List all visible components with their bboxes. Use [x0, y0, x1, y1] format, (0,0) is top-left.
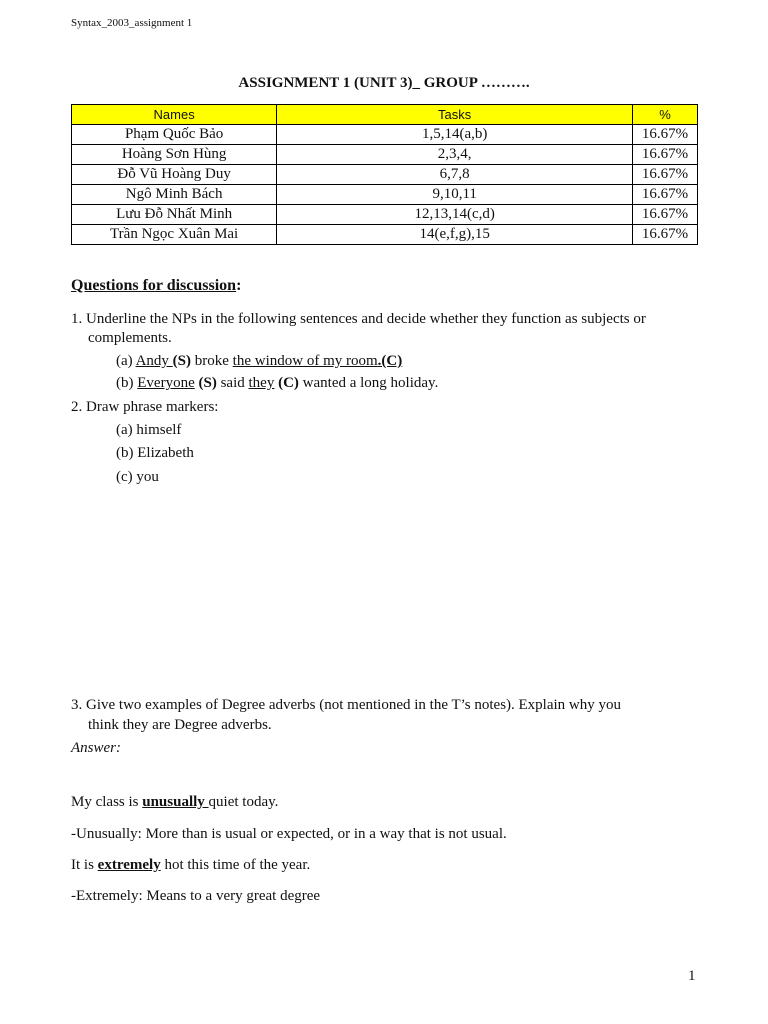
- np-underlined: Andy: [135, 353, 173, 369]
- np-underlined: Everyone: [137, 375, 195, 391]
- np-underlined: they: [248, 375, 275, 391]
- cell-percent: 16.67%: [633, 225, 698, 245]
- definition-1: -Unusually: More than is usual or expected, or in a way that is not usual.: [71, 826, 507, 842]
- example-text: hot this time of the year.: [160, 857, 311, 873]
- complement-marker: (C): [278, 375, 299, 391]
- cell-name: Ngô Minh Bách: [72, 185, 277, 205]
- cell-tasks: 1,5,14(a,b): [277, 125, 633, 145]
- cell-percent: 16.67%: [633, 165, 698, 185]
- definition-2: -Extremely: Means to a very great degree: [71, 888, 321, 904]
- cell-percent: 16.67%: [633, 205, 698, 225]
- subject-marker: (S): [172, 353, 192, 369]
- col-percent: %: [633, 105, 698, 125]
- col-names: Names: [72, 105, 277, 125]
- table-row: [72, 165, 698, 185]
- section-heading-text: Questions for discussion: [71, 277, 237, 294]
- cell-percent: 16.67%: [633, 185, 698, 205]
- cell-tasks: 14(e,f,g),15: [277, 225, 633, 245]
- q1-item-a: [116, 352, 402, 371]
- cell-tasks: 2,3,4,: [277, 145, 633, 165]
- example-text: quiet today.: [208, 794, 279, 810]
- page-header: Syntax_2003_assignment 1: [71, 17, 193, 29]
- adverb-highlight: extremely: [97, 857, 161, 873]
- q2-item: (a) himself: [116, 422, 182, 438]
- table-row: [72, 145, 698, 165]
- q2-item: (b) Elizabeth: [116, 445, 194, 461]
- q1-item-b: [116, 374, 438, 393]
- table-row: [72, 185, 698, 205]
- answer-label: Answer:: [71, 740, 121, 756]
- cell-percent: 16.67%: [633, 125, 698, 145]
- complement-marker: .(C): [377, 353, 403, 369]
- cell-name: Lưu Đỗ Nhất Minh: [72, 205, 277, 225]
- cell-tasks: 9,10,11: [277, 185, 633, 205]
- adverb-highlight: unusually: [142, 794, 209, 810]
- item-prefix: (a): [116, 353, 136, 369]
- section-heading-colon: :: [236, 277, 242, 294]
- cell-name: Đỗ Vũ Hoàng Duy: [72, 165, 277, 185]
- assignment-title: ASSIGNMENT 1 (UNIT 3)_ GROUP ……….: [238, 75, 530, 91]
- np-underlined: the window of my room: [232, 353, 378, 369]
- cell-percent: 16.67%: [633, 145, 698, 165]
- verb-text: said: [216, 375, 249, 391]
- sentence-end: wanted a long holiday.: [298, 375, 439, 391]
- verb-text: broke: [191, 353, 233, 369]
- example-text: My class is: [71, 794, 143, 810]
- question-3-cont: think they are Degree adverbs.: [88, 717, 272, 733]
- table-row: [72, 205, 698, 225]
- cell-tasks: 6,7,8: [277, 165, 633, 185]
- cell-name: Hoàng Sơn Hùng: [72, 145, 277, 165]
- question-3: 3. Give two examples of Degree adverbs (not mentioned in the T’s notes). Explain why you: [71, 697, 622, 713]
- q2-item: (c) you: [116, 469, 159, 485]
- question-1-cont: complements.: [88, 330, 172, 346]
- cell-tasks: 12,13,14(c,d): [277, 205, 633, 225]
- table-row: [72, 125, 698, 145]
- subject-marker: (S): [198, 375, 217, 391]
- question-1: 1. Underline the NPs in the following sentences and decide whether they function as subjects or: [71, 311, 646, 327]
- item-prefix: (b): [116, 375, 138, 391]
- table-row: [72, 225, 698, 245]
- example-2: [71, 856, 310, 875]
- example-text: It is: [71, 857, 98, 873]
- cell-name: Phạm Quốc Bảo: [72, 125, 277, 145]
- section-heading: [71, 277, 241, 295]
- task-table: [71, 104, 698, 245]
- table-header-row: [72, 105, 698, 125]
- cell-name: Trần Ngọc Xuân Mai: [72, 225, 277, 245]
- question-2: 2. Draw phrase markers:: [71, 399, 219, 415]
- example-1: [71, 793, 278, 812]
- col-tasks: Tasks: [277, 105, 633, 125]
- page-number: 1: [688, 968, 696, 984]
